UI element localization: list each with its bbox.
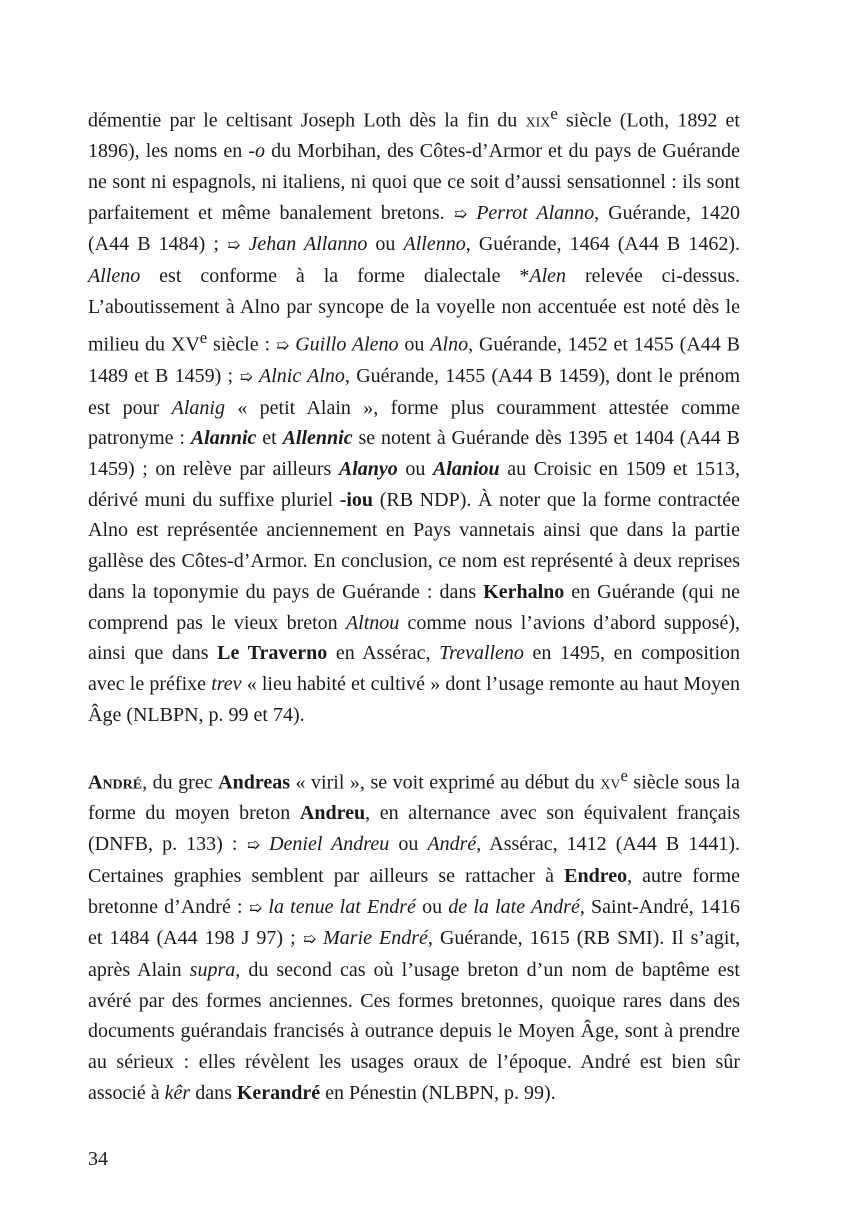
text-run: e: [199, 327, 208, 347]
text-run: Kerhalno: [483, 580, 565, 603]
text-run: xv: [600, 771, 621, 794]
text-run: Alanig: [171, 396, 225, 419]
reference-arrow-icon: ➯: [246, 835, 260, 855]
text-run: -o: [248, 140, 266, 163]
reference-arrow-icon: ➯: [453, 203, 468, 223]
reference-arrow-icon: ➯: [239, 366, 253, 386]
reference-arrow-icon: ➯: [302, 929, 317, 949]
text-run: Allenno: [403, 233, 466, 256]
text-run: Alen: [529, 265, 567, 288]
text-run: Kerandré: [236, 1081, 321, 1104]
text-run: trev: [211, 672, 242, 695]
text-run: Deniel Andreu: [269, 833, 390, 856]
text-run: Allennic: [282, 427, 353, 450]
text-run: Trevalleno: [439, 642, 524, 665]
text-run: e: [550, 104, 558, 123]
text-run: Andreas: [218, 771, 290, 794]
text-run: xix: [525, 109, 551, 132]
text-run: supra: [189, 958, 236, 981]
paragraph-spacer: [88, 730, 740, 761]
text-run: kêr: [164, 1081, 191, 1104]
text-run: Marie Endré: [323, 927, 428, 950]
text-run: Altnou: [345, 611, 400, 634]
text-run: Guillo Aleno: [295, 333, 399, 356]
text-run: Alleno: [88, 265, 141, 288]
text-run: e: [620, 766, 628, 786]
body-text: [88, 99, 740, 1108]
text-run: Le Traverno: [217, 642, 328, 665]
text-run: Alannic: [190, 427, 257, 450]
reference-arrow-icon: ➯: [227, 235, 241, 255]
text-run: André: [88, 771, 143, 794]
text-run: la tenue lat Endré: [268, 895, 416, 918]
reference-arrow-icon: ➯: [248, 897, 263, 917]
reference-arrow-icon: ➯: [275, 335, 290, 355]
page-number: 34: [88, 1148, 108, 1170]
text-run: Perrot Alanno: [476, 201, 595, 224]
text-run: Alanyo: [338, 458, 398, 481]
text-run: Alnic Alno: [259, 364, 345, 387]
paragraph-andre: André, du grec Andreas « viril », se voit exprimé au début du $xv^e$ siècle sous la forme du moyen breton Andreu, en alternance avec son équivalent français (DNFB, p. 133) : ➯ Deniel Andreu ou André, Assérac, 1412 (A44 B 1441). Certaines graphies semblent par ailleurs se rattacher à Endreo, autre forme bretonne d’André : ➯ la tenue lat Endré ou de la late André, Saint-André, 1416 et 1484 (A44 198 J 97) ; ➯ Marie Endré, Guérande, 1615 (RB SMI). Il s’agit, après Alain supra, du second cas où l’usage breton d’un nom de baptême est avéré par des formes anciennes. Ces formes bretonnes, quoique rares dans des documents guérandais francisés à outrance depuis le Moyen Âge, sont à prendre au sérieux : elles révèlent les usages oraux de l’époque. André est bien sûr associé à kêr dans Kerandré en Pénestin (NLBPN, p. 99).: [88, 766, 741, 1104]
text-run: -iou: [339, 488, 374, 511]
text-run: André: [427, 833, 477, 856]
text-run: de la late André: [448, 895, 580, 918]
text-run: Endreo: [564, 864, 628, 887]
text-run: Alno: [430, 333, 469, 356]
text-run: Andreu: [299, 802, 366, 825]
text-run: Jehan Allanno: [248, 233, 368, 256]
text-run: Alaniou: [432, 458, 500, 481]
paragraph-alno: démentie par le celtisant Joseph Loth dès la fin du xix$^e$ siècle (Loth, 1892 et 1896), les noms en -o du Morbihan, des Côtes-d’Armor et du pays de Guérande ne sont ni espagnols, ni italiens, ni quoi que ce soit d’aussi sensationnel : ils sont parfaitement et même banalement bretons. ➯ Perrot Alanno, Guérande, 1420 (A44 B 1484) ; ➯ Jehan Allanno ou Allenno, Guérande, 1464 (A44 B 1462). Alleno est conforme à la forme dialectale *Alen relevée ci-dessus. L’aboutissement à Alno par syncope de la voyelle non accentuée est noté dès le milieu du XVe siècle : ➯ Guillo Aleno ou Alno, Guérande, 1452 et 1455 (A44 B 1489 et B 1459) ; ➯ Alnic Alno, Guérande, 1455 (A44 B 1459), dont le prénom est pour Alanig « petit Alain », forme plus couramment attestée comme patronyme : Alannic et Allennic se notent à Guérande dès 1395 et 1404 (A44 B 1459) ; on relève par ailleurs Alanyo ou Alaniou au Croisic en 1509 et 1513, dérivé muni du suffixe pluriel -iou (RB NDP). À noter que la forme contractée Alno est représentée anciennement en Pays vannetais ainsi que dans la partie gallèse des Côtes-d’Armor. En conclusion, ce nom est représenté à deux reprises dans la toponymie du pays de Guérande : dans Kerhalno en Guérande (qui ne comprend pas le vieux breton Altnou comme nous l’avions d’abord supposé), ainsi que dans Le Traverno en Assérac, Trevalleno en 1495, en composition avec le préfixe trev « lieu habité et cultivé » dont l’usage remonte au haut Moyen Âge (NLBPN, p. 99 et 74).: [88, 104, 741, 726]
